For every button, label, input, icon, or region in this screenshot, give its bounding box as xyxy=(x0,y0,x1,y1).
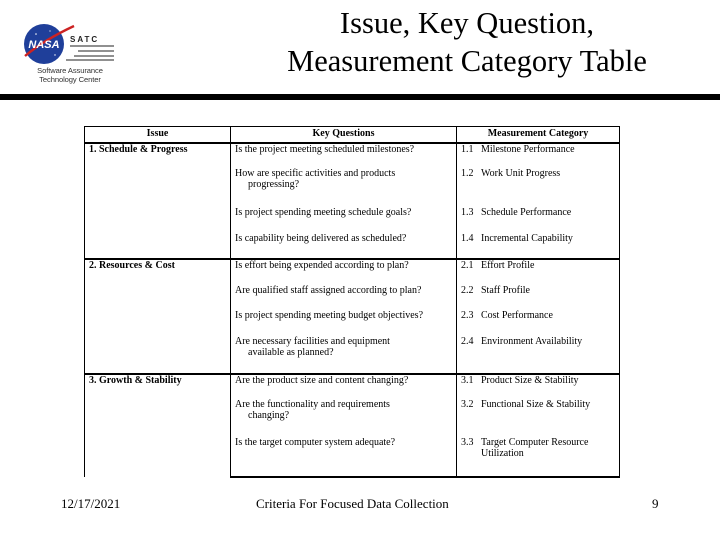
svg-text:SATC: SATC xyxy=(70,35,100,44)
header-measurement-category: Measurement Category xyxy=(457,127,620,144)
category-cell: 3.2 Functional Size & Stability xyxy=(457,399,620,437)
table-row xyxy=(85,143,620,168)
category-cell: 1.2 Work Unit Progress xyxy=(457,168,620,207)
question-cell: Are the functionality and requirements changing? xyxy=(231,399,457,437)
logo-caption xyxy=(24,67,116,84)
category-cell: 1.1 Milestone Performance xyxy=(457,143,620,168)
title-divider xyxy=(0,94,720,100)
svg-text:NASA: NASA xyxy=(28,39,60,51)
category-cell: 2.2 Staff Profile xyxy=(457,285,620,310)
logo-caption-line2: Technology Center xyxy=(39,74,101,84)
category-cell: 3.3 Target Computer Resource Utilization xyxy=(457,437,620,477)
category-cell: 3.1 Product Size & Stability xyxy=(457,374,620,399)
page-number: 9 xyxy=(652,496,659,511)
question-cell: How are specific activities and products progressing? xyxy=(231,168,457,207)
category-cell: 1.4 Incremental Capability xyxy=(457,233,620,259)
measurement-category-table xyxy=(84,126,620,478)
question-cell: Is capability being delivered as scheduled? xyxy=(231,233,457,259)
question-cell: Are necessary facilities and equipment available as planned? xyxy=(231,336,457,374)
slide-title xyxy=(232,4,702,80)
nasa-meatball-icon xyxy=(22,22,118,68)
question-cell: Is effort being expended according to plan? xyxy=(231,259,457,285)
footer-date: 12/17/2021 xyxy=(61,496,121,511)
category-cell: 2.1 Effort Profile xyxy=(457,259,620,285)
measurement-table-container xyxy=(84,126,619,476)
question-cell: Is project spending meeting schedule goals? xyxy=(231,207,457,233)
table-row xyxy=(85,374,620,399)
category-cell: 2.4 Environment Availability xyxy=(457,336,620,374)
question-cell: Is the project meeting scheduled milestones? xyxy=(231,143,457,168)
logo-caption-line1: Software Assurance xyxy=(37,66,103,75)
question-cell: Is the target computer system adequate? xyxy=(231,437,457,477)
question-cell: Is project spending meeting budget objectives? xyxy=(231,310,457,336)
table-row xyxy=(85,259,620,285)
question-cell: Are the product size and content changing? xyxy=(231,374,457,399)
header-key-questions: Key Questions xyxy=(231,127,457,144)
table-header-row xyxy=(85,127,620,144)
footer-title: Criteria For Focused Data Collection xyxy=(256,496,449,511)
issue-cell: 2. Resources & Cost xyxy=(85,259,231,374)
question-cell: Are qualified staff assigned according to plan? xyxy=(231,285,457,310)
slide-title-line1: Issue, Key Question, xyxy=(339,6,595,40)
category-cell: 1.3 Schedule Performance xyxy=(457,207,620,233)
category-cell: 2.3 Cost Performance xyxy=(457,310,620,336)
issue-cell: 3. Growth & Stability xyxy=(85,374,231,477)
slide-title-line2: Measurement Category Table xyxy=(287,44,647,78)
issue-cell: 1. Schedule & Progress xyxy=(85,143,231,259)
header-issue: Issue xyxy=(85,127,231,144)
